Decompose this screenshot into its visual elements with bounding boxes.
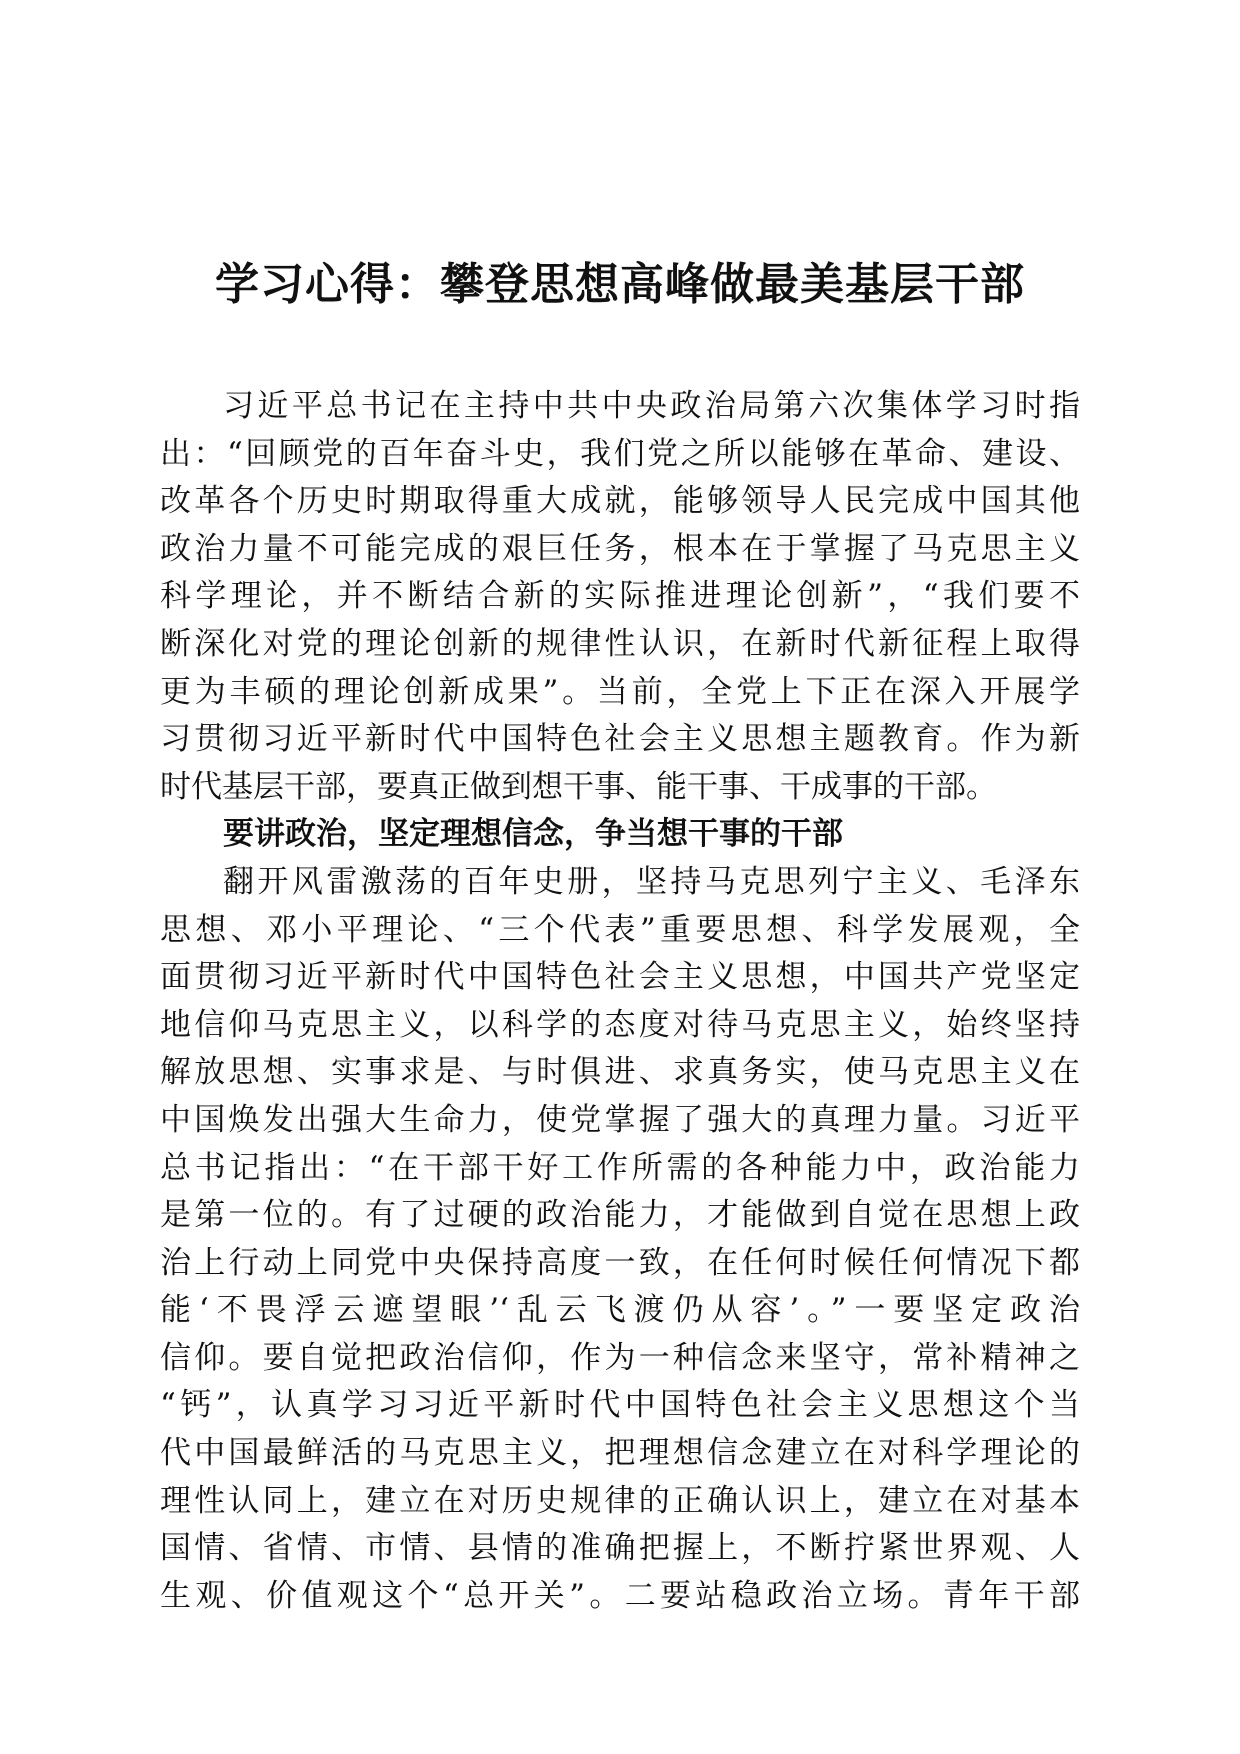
- paragraph-line: 是第一位的。有了过硬的政治能力，才能做到自觉在思想上政: [160, 1197, 1080, 1234]
- paragraph-line: 面贯彻习近平新时代中国特色社会主义思想，中国共产党坚定: [160, 959, 1080, 996]
- paragraph-line: “钙”，认真学习习近平新时代中国特色社会主义思想这个当: [160, 1387, 1080, 1424]
- paragraph-line: 改革各个历史时期取得重大成就，能够领导人民完成中国其他: [160, 483, 1080, 520]
- paragraph-line: 地信仰马克思主义，以科学的态度对待马克思主义，始终坚持: [160, 1006, 1080, 1043]
- paragraph-line: 科学理论，并不断结合新的实际推进理论创新”，“我们要不: [160, 578, 1080, 615]
- paragraph-line: 习近平总书记在主持中共中央政治局第六次集体学习时指: [223, 388, 1080, 424]
- document-title: 学习心得：攀登思想高峰做最美基层干部: [215, 259, 1025, 310]
- paragraph-line: 更为丰硕的理论创新成果”。当前，全党上下正在深入开展学: [160, 673, 1080, 710]
- paragraph-line: 习贯彻习近平新时代中国特色社会主义思想主题教育。作为新: [160, 721, 1080, 758]
- paragraph-line: 代中国最鲜活的马克思主义，把理想信念建立在对科学理论的: [160, 1435, 1080, 1472]
- paragraph-line: 政治力量不可能完成的艰巨任务，根本在于掌握了马克思主义: [160, 530, 1080, 567]
- paragraph-line: 生观、价值观这个“总开关”。二要站稳政治立场。青年干部: [160, 1577, 1080, 1614]
- paragraph-line: 国情、省情、市情、县情的准确把握上，不断拧紧世界观、人: [160, 1530, 1080, 1567]
- document-body: [160, 383, 1080, 1620]
- section-heading: 要讲政治，坚定理想信念，争当想干事的干部: [223, 816, 843, 853]
- paragraph-line: 出：“回顾党的百年奋斗史，我们党之所以能够在革命、建设、: [160, 435, 1080, 472]
- paragraph-line: 时代基层干部，要真正做到想干事、能干事、干成事的干部。: [160, 768, 997, 805]
- paragraph-line: 理性认同上，建立在对历史规律的正确认识上，建立在对基本: [160, 1482, 1080, 1519]
- paragraph-line: 解放思想、实事求是、与时俱进、求真务实，使马克思主义在: [160, 1054, 1080, 1091]
- paragraph-line: 总书记指出：“在干部干好工作所需的各种能力中，政治能力: [160, 1149, 1080, 1186]
- paragraph-line: 治上行动上同党中央保持高度一致，在任何时候任何情况下都: [160, 1244, 1080, 1281]
- paragraph-line: 断深化对党的理论创新的规律性认识，在新时代新征程上取得: [160, 625, 1080, 662]
- paragraph-line: 信仰。要自觉把政治信仰，作为一种信念来坚守，常补精神之: [160, 1339, 1080, 1376]
- paragraph-line: 能‘不畏浮云遮望眼’‘乱云飞渡仍从容’。”一要坚定政治: [160, 1292, 1080, 1329]
- paragraph-line: 中国焕发出强大生命力，使党掌握了强大的真理力量。习近平: [160, 1101, 1080, 1138]
- paragraph-line: 思想、邓小平理论、“三个代表”重要思想、科学发展观，全: [160, 911, 1080, 948]
- paragraph-line: 翻开风雷激荡的百年史册，坚持马克思列宁主义、毛泽东: [223, 863, 1080, 900]
